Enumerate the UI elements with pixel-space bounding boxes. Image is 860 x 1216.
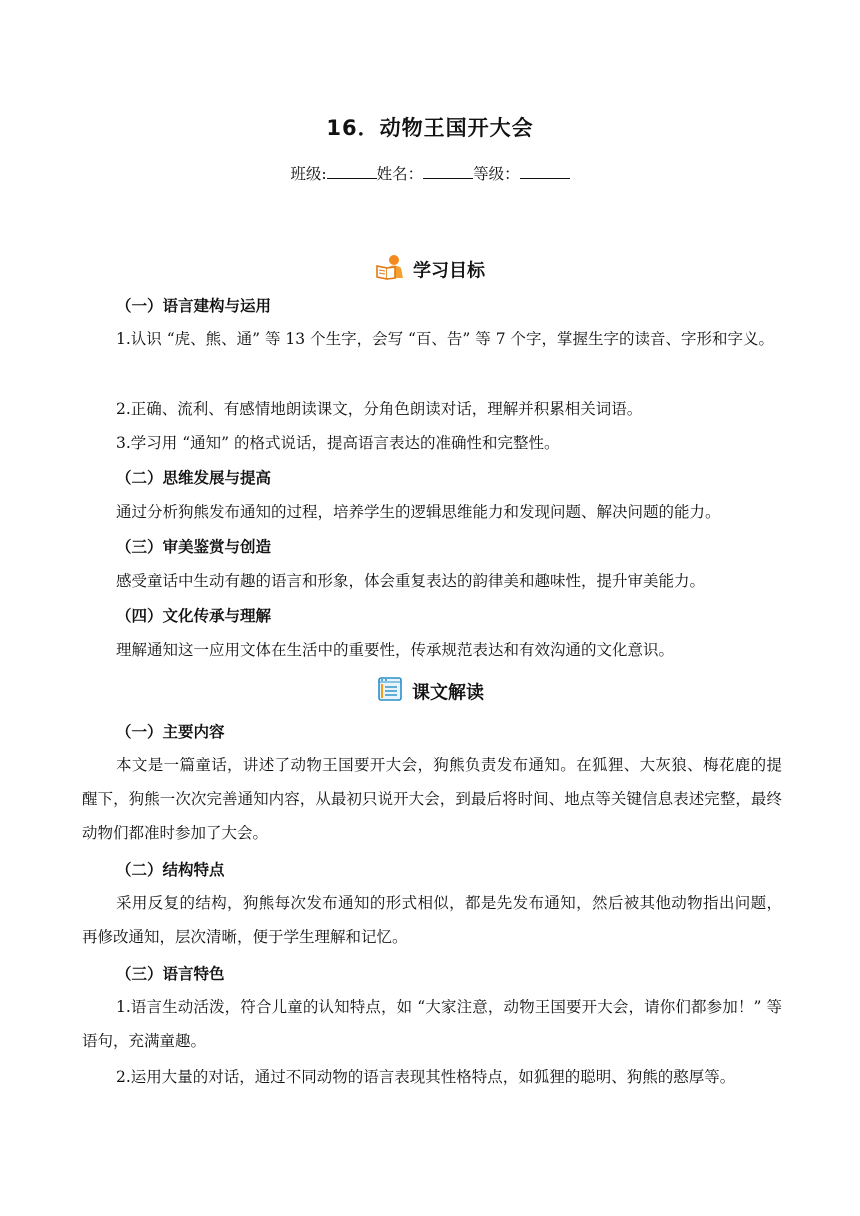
goal-paragraph-3: 3.学习用 “通知” 的格式说话，提高语言表达的准确性和完整性。 xyxy=(116,434,560,452)
subheading-aesthetics: （三）审美鉴赏与创造 xyxy=(116,538,272,556)
section-heading-reading xyxy=(0,676,860,707)
grade-blank xyxy=(520,164,570,179)
subheading-language-features: （三）语言特色 xyxy=(116,965,225,983)
goal-paragraph-2: 2.正确、流利、有感情地朗读课文，分角色朗读对话，理解并积累相关词语。 xyxy=(116,400,643,418)
subheading-culture: （四）文化传承与理解 xyxy=(116,607,272,625)
reading-paragraph-3: 1.语言生动活泼，符合儿童的认知特点，如 “大家注意，动物王国要开大会，请你们都参加！” 等语句，充满童趣。 xyxy=(82,998,782,1050)
goal-paragraph-6: 理解通知这一应用文体在生活中的重要性，传承规范表达和有效沟通的文化意识。 xyxy=(116,641,675,659)
subheading-thinking: （二）思维发展与提高 xyxy=(116,469,272,487)
notebook-icon xyxy=(376,676,404,707)
name-label: 姓名： xyxy=(376,165,424,183)
goal-paragraph-1: 1.认识 “虎、熊、通” 等 13 个生字，会写 “百、告” 等 7 个字，掌握生字的读音、字形和字义。 xyxy=(116,330,774,348)
reading-paragraph-2: 采用反复的结构，狗熊每次发布通知的形式相似，都是先发布通知，然后被其他动物指出问题，再修改通知，层次清晰，便于学生理解和记忆。 xyxy=(82,894,782,946)
page-title: 16．动物王国开大会 xyxy=(326,116,534,140)
class-blank xyxy=(327,164,377,179)
reading-paragraph-4: 2.运用大量的对话，通过不同动物的语言表现其性格特点，如狐狸的聪明、狗熊的憨厚等。 xyxy=(116,1068,736,1086)
goals-heading-text: 学习目标 xyxy=(413,260,485,282)
name-blank xyxy=(423,164,473,179)
subheading-main-content: （一）主要内容 xyxy=(116,723,225,741)
student-info-line xyxy=(0,162,860,184)
section-heading-goals xyxy=(0,254,860,285)
subheading-language: （一）语言建构与运用 xyxy=(116,297,272,315)
grade-label: 等级： xyxy=(473,165,520,183)
goal-paragraph-4: 通过分析狗熊发布通知的过程，培养学生的逻辑思维能力和发现问题、解决问题的能力。 xyxy=(116,503,721,521)
goal-paragraph-5: 感受童话中生动有趣的语言和形象，体会重复表达的韵律美和趣味性，提升审美能力。 xyxy=(116,572,706,590)
reading-student-icon xyxy=(375,254,405,285)
reading-paragraph-1: 本文是一篇童话，讲述了动物王国要开大会，狗熊负责发布通知。在狐狸、大灰狼、梅花鹿的提醒下，狗熊一次次完善通知内容，从最初只说开大会，到最后将时间、地点等关键信息表述完整，最终动物们都准时参加了大会。 xyxy=(82,756,782,842)
class-label: 班级: xyxy=(290,165,327,183)
reading-heading-text: 课文解读 xyxy=(412,682,484,704)
subheading-structure: （二）结构特点 xyxy=(116,861,225,879)
